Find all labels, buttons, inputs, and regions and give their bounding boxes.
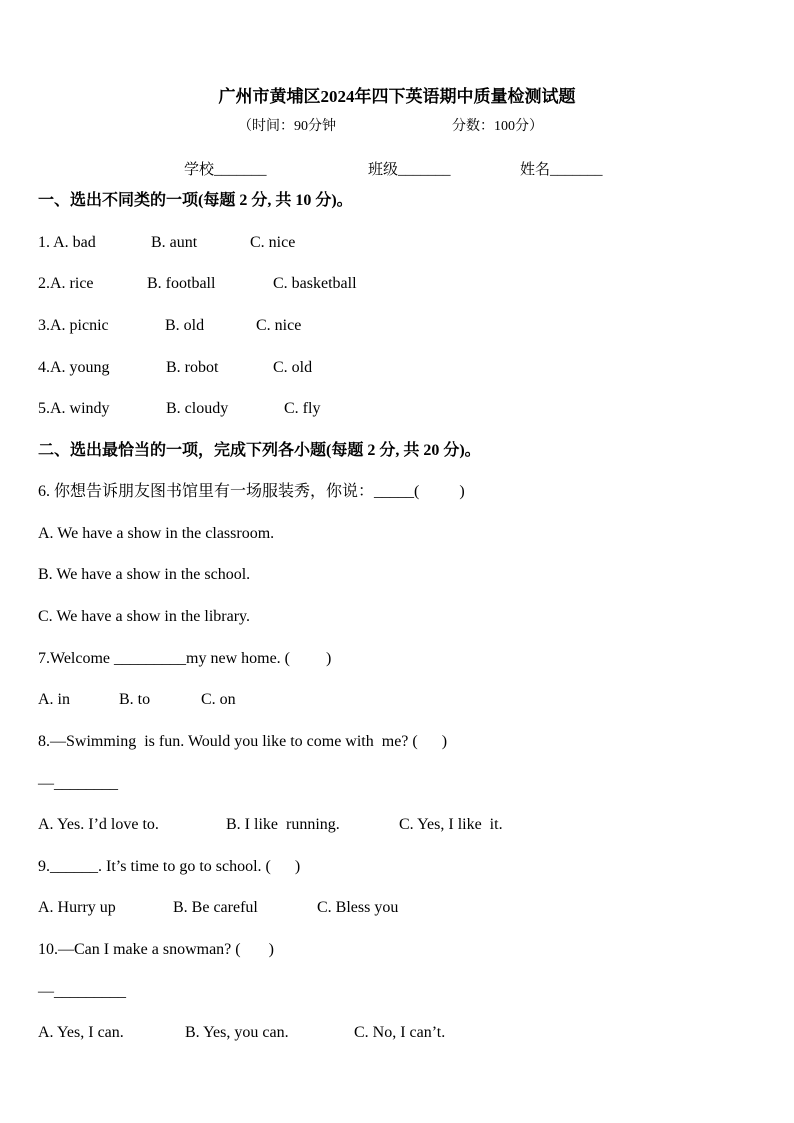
question-10-stem: 10.—Can I make a snowman? ( )	[38, 941, 274, 958]
question-3-option-a: 3.A. picnic	[38, 317, 109, 334]
question-5-option-a: 5.A. windy	[38, 400, 110, 417]
question-10-option-b: B. Yes, you can.	[185, 1024, 289, 1041]
question-1-option-a: 1. A. bad	[38, 234, 96, 251]
question-7-option-a: A. in	[38, 691, 70, 708]
question-9-stem: 9.______. It’s time to go to school. ( )	[38, 858, 301, 875]
question-3-option-b: B. old	[165, 317, 205, 334]
question-8-answer-blank: —________	[38, 775, 118, 792]
question-9-option-c: C. Bless you	[317, 899, 399, 916]
question-1-option-b: B. aunt	[151, 234, 198, 251]
question-8-option-b: B. I like running.	[226, 816, 340, 833]
question-10-option-c: C. No, I can’t.	[354, 1024, 446, 1041]
question-6-option-c: C. We have a show in the library.	[38, 608, 250, 625]
question-7-option-c: C. on	[201, 691, 236, 708]
page-title: 广州市黄埔区2024年四下英语期中质量检测试题	[218, 87, 576, 106]
exam-score: 分数：100分）	[452, 119, 543, 134]
question-2-option-a: 2.A. rice	[38, 275, 94, 292]
question-4-option-b: B. robot	[166, 359, 219, 376]
question-6-option-b: B. We have a show in the school.	[38, 566, 251, 583]
question-8-option-a: A. Yes. I’d love to.	[38, 816, 159, 833]
name-field: 姓名_______	[520, 162, 603, 178]
question-9-option-a: A. Hurry up	[38, 899, 116, 916]
question-8-stem: 8.—Swimming is fun. Would you like to come with me? ( )	[38, 733, 448, 750]
question-7-stem: 7.Welcome _________my new home. ( )	[38, 650, 332, 667]
question-10-answer-blank: —_________	[38, 983, 126, 1000]
question-2-option-b: B. football	[147, 275, 216, 292]
class-field: 班级_______	[368, 162, 451, 178]
question-4-option-a: 4.A. young	[38, 359, 110, 376]
question-4-option-c: C. old	[273, 359, 313, 376]
question-10-option-a: A. Yes, I can.	[38, 1024, 124, 1041]
question-7-option-b: B. to	[119, 691, 151, 708]
question-1-option-c: C. nice	[250, 234, 296, 251]
section2-heading: 二、选出最恰当的一项，完成下列各小题(每题 2 分, 共 20 分)。	[38, 442, 481, 459]
question-5-option-b: B. cloudy	[166, 400, 229, 417]
question-9-option-b: B. Be careful	[173, 899, 258, 916]
question-2-option-c: C. basketball	[273, 275, 357, 292]
school-field: 学校_______	[184, 162, 267, 178]
question-6-stem: 6. 你想告诉朋友图书馆里有一场服装秀，你说：_____( )	[38, 483, 465, 500]
exam-time: （时间：90分钟	[238, 119, 336, 134]
section1-heading: 一、选出不同类的一项(每题 2 分, 共 10 分)。	[38, 192, 353, 209]
question-3-option-c: C. nice	[256, 317, 302, 334]
question-5-option-c: C. fly	[284, 400, 321, 417]
question-6-option-a: A. We have a show in the classroom.	[38, 525, 275, 542]
question-8-option-c: C. Yes, I like it.	[399, 816, 503, 833]
